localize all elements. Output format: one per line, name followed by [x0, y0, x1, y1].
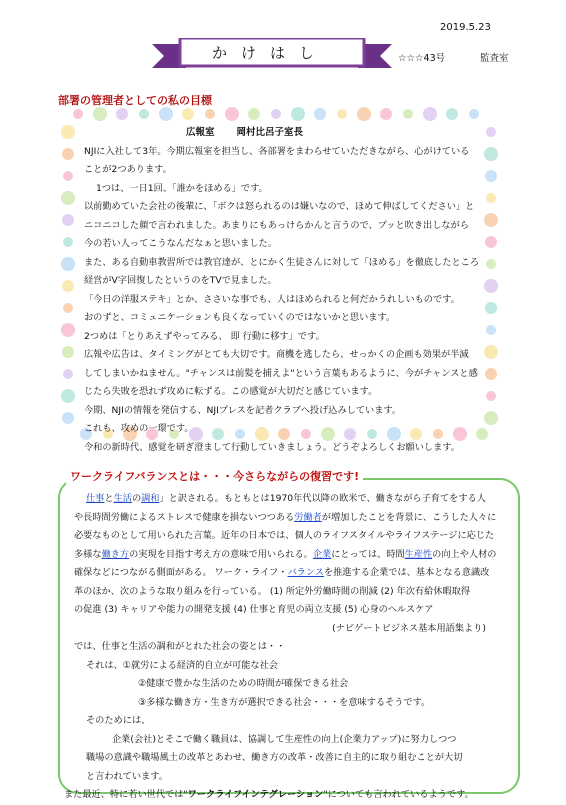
link-seisansei[interactable]: 生産性: [404, 548, 433, 560]
decorative-dot: [62, 412, 74, 424]
decorative-dot: [205, 109, 215, 119]
body-line: の促進 (3) キャリアや能力の開発支援 (4) 仕事と育児の両立支援 (5) 心身のヘルスケア: [74, 604, 434, 615]
decorative-dot: [291, 107, 305, 121]
body-line: ③多様な働き方・生き方が選択できる社会・・・を意味するそうです。: [138, 696, 431, 708]
section1-heading: 部署の管理者としての私の目標: [58, 94, 212, 107]
author-department: 広報室: [186, 127, 215, 138]
decorative-dot: [61, 323, 75, 337]
text: の: [131, 493, 142, 504]
link-kigyou[interactable]: 企業: [312, 548, 332, 560]
decorative-dot: [337, 109, 347, 119]
decorative-dot: [116, 108, 128, 120]
decorative-dot: [63, 303, 73, 313]
text: 確保などにつながる側面がある。 ワーク・ライフ・: [74, 567, 288, 578]
decorative-dot: [314, 108, 326, 120]
decorative-dot: [403, 109, 413, 119]
body-line: そのためには、: [86, 715, 151, 726]
decorative-dot: [446, 108, 458, 120]
body-line: NJIに入社して3年。今期広報室を担当し、各部署をまわらせていただきながら、心がけている: [84, 145, 470, 157]
body-line: 以前勤めていた会社の後輩に、「ボクは怒られるのは嫌いなので、ほめて伸ばしてください」と: [84, 201, 475, 212]
decorative-dot: [225, 107, 239, 121]
decorative-dot: [62, 148, 74, 160]
body-line: 令和の新時代、感覚を研ぎ澄まして行動していきましょう。どうぞよろしくお願いします。: [84, 441, 460, 453]
decorative-dot: [62, 280, 74, 292]
decorative-dot: [93, 107, 107, 121]
body-line: 2つめは「とりあえずやってみる、 即 行動に移す」です。: [84, 330, 325, 342]
body-line: [74, 509, 514, 528]
body-line: これも、攻めの一環です。: [84, 423, 194, 434]
body-line: 今の若い人ってこうなんだなぁと思いました。: [84, 238, 277, 249]
decorative-dot: [248, 108, 260, 120]
decorative-dot: [62, 214, 74, 226]
body-line: では、仕事と生活の調和がとれた社会の姿とは・・: [74, 641, 286, 652]
link-chowa[interactable]: 調和: [141, 493, 160, 504]
link-roudousha[interactable]: 労働者: [294, 511, 322, 523]
text: "についても言われているようです。: [323, 789, 474, 800]
text: 」と訳される。もともとは1970年代以降の欧米で、働きながら子育てをする人: [159, 493, 486, 504]
body-line: 企業(会社)とそこで働く職員は、協調して生産性の向上(企業力アップ)に努力しつつ: [112, 733, 457, 745]
body-line: 今期、NJIの情報を発信する、NJIプレスを記者クラブへ投げ込みしています。: [84, 404, 402, 416]
text: また最近、特に若い世代では": [64, 789, 188, 800]
body-line: 職場の意識や職場風土の改革とあわせ、働き方の改革・改善に自主的に取り組むことが大切: [86, 752, 463, 763]
source-citation: (ナビゲートビジネス基本用語集より): [332, 622, 486, 634]
body-line: してしまいかねません。"チャンスは前髪を捕えよ"という言葉もあるように、今がチャンスと感: [84, 367, 478, 379]
body-line: 1つは、一日1回、「誰かをほめる」です。: [96, 182, 268, 194]
decorative-dot: [380, 108, 392, 120]
text: の実現を目指す考え方の意味で用いられる。: [129, 548, 313, 560]
term-work-life-integration: ワークライフインテグレーション: [187, 789, 324, 800]
section1-body: [84, 124, 494, 457]
body-line: おのずと、コミュニケーションも良くなっていくのではないかと思います。: [84, 312, 396, 323]
publisher-department: 監査室: [480, 53, 509, 64]
decorative-dot: [63, 237, 73, 247]
decorative-dot: [61, 257, 75, 271]
decorative-dot: [423, 107, 437, 121]
issue-date: 2019.5.23: [440, 22, 491, 33]
author-name: 岡村比呂子室長: [236, 127, 304, 138]
link-shigoto[interactable]: 仕事: [86, 493, 105, 504]
text: 多様な: [74, 548, 102, 560]
decorative-dot: [63, 369, 73, 379]
decorative-dot: [73, 109, 83, 119]
body-line: ニコニコした顔で言われました。あまりにもあっけらかんと言うので、プッと吹き出しながら: [84, 219, 469, 231]
body-line: じたら失敗を恐れず攻めに転ずる。この感覚が大切だと感じています。: [84, 386, 378, 397]
text: や長時間労働によるストレスで健康を損ないつつある: [74, 511, 295, 523]
body-line: 必要なものとして用いられた言葉。近年の日本では、個人のライフスタイルやライフステージに応じた: [74, 530, 495, 541]
decorative-dot: [357, 107, 371, 121]
body-line: 経営がV字回復したというのをTVで見ました。: [84, 275, 277, 286]
body-line: また、ある自動車教習所では教官達が、とにかく生徒さんに対して「ほめる」を徹底したところ: [84, 256, 480, 268]
body-line: ②健康で豊かな生活のための時間が確保できる社会: [138, 678, 349, 689]
section2-body: [64, 490, 514, 805]
body-line: と言われています。: [86, 770, 168, 782]
link-balance[interactable]: バランス: [287, 567, 324, 578]
decorative-dot: [182, 108, 194, 120]
decorative-dot: [62, 346, 74, 358]
body-line: [74, 546, 514, 565]
decorative-dot: [469, 109, 479, 119]
body-line: 「今日の洋服ステキ」とか、ささいな事でも、人はほめられると何だかうれしいものです。: [84, 293, 460, 305]
text: と: [104, 493, 114, 504]
text: を推進する企業では、基本となる意識改: [323, 567, 490, 578]
body-line: 革のほか、次のような取り組みを行っている。 (1) 所定外労働時間の削減 (2) 年次有給休暇取得: [74, 585, 471, 597]
body-line: [74, 490, 514, 509]
body-line: ことが2つあります。: [84, 164, 172, 175]
decorative-dot: [159, 107, 173, 121]
decorative-dot: [61, 191, 75, 205]
section2-heading: ワークライフバランスとは・・・今さらながらの復習です!: [66, 468, 363, 484]
link-hatarakikata[interactable]: 働き方: [101, 548, 130, 560]
decorative-dot: [63, 171, 73, 181]
decorative-dot: [271, 109, 281, 119]
issue-number: ☆☆☆43号: [398, 53, 446, 64]
body-line: それは、①就労による経済的自立が可能な社会: [86, 659, 278, 671]
body-line: 広報や広告は、タイミングがとても大切です。商機を逃したら、せっかくの企画も効果が半減: [84, 349, 469, 360]
newsletter-title: かけはし: [211, 44, 328, 62]
text: の向上や人材の: [432, 548, 497, 560]
decorative-dot: [61, 389, 75, 403]
body-line: [74, 564, 514, 583]
decorative-dot: [139, 109, 149, 119]
body-line: [64, 786, 514, 805]
text: が増加したことを背景に、こうした人々に: [321, 511, 497, 523]
text: にとっては、時間: [331, 548, 405, 560]
link-seikatsu[interactable]: 生活: [113, 493, 132, 504]
decorative-dot: [61, 125, 75, 139]
